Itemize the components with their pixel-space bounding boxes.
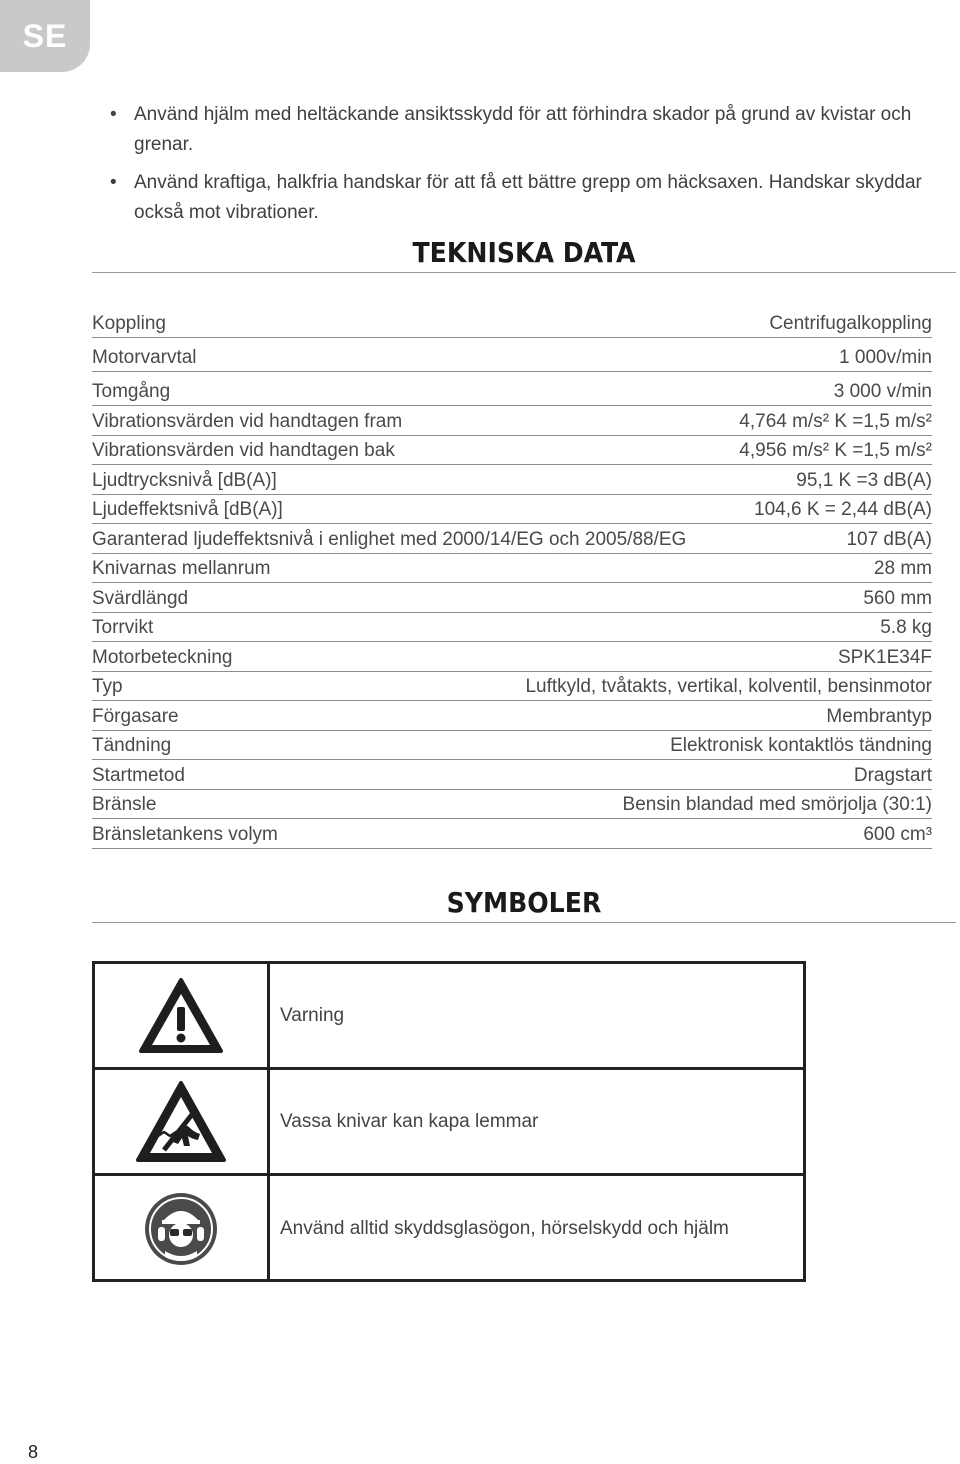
spec-row bbox=[92, 760, 932, 790]
protective-gear-icon bbox=[143, 1191, 219, 1267]
bullet-item bbox=[110, 100, 940, 160]
page-number: 8 bbox=[28, 1442, 39, 1462]
symbols-title: SYMBOLER bbox=[446, 886, 602, 919]
spec-value: Elektronisk kontaktlös tändning bbox=[670, 735, 932, 756]
bullet-dot: • bbox=[110, 172, 117, 193]
spec-label: Tomgång bbox=[92, 381, 171, 402]
symbol-description: Använd alltid skyddsglasögon, hörselskydd och hjälm bbox=[280, 1218, 729, 1239]
spec-value: Centrifugalkoppling bbox=[769, 313, 932, 334]
spec-row bbox=[92, 672, 932, 701]
spec-label: Ljudeffektsnivå [dB(A)] bbox=[92, 499, 283, 520]
spec-row bbox=[92, 613, 932, 642]
symbol-icon-cell bbox=[95, 1070, 270, 1173]
spec-row bbox=[92, 819, 932, 849]
spec-label: Vibrationsvärden vid handtagen fram bbox=[92, 411, 403, 432]
spec-row bbox=[92, 495, 932, 524]
spec-label: Knivarnas mellanrum bbox=[92, 558, 271, 579]
spec-row bbox=[92, 406, 932, 436]
spec-value: Bensin blandad med smörjolja (30:1) bbox=[622, 794, 932, 815]
spec-label: Ljudtrycksnivå [dB(A)] bbox=[92, 470, 277, 491]
spec-label: Vibrationsvärden vid handtagen bak bbox=[92, 440, 395, 461]
bullet-dot: • bbox=[110, 104, 117, 125]
symbol-row bbox=[95, 1070, 803, 1176]
spec-row bbox=[92, 465, 932, 495]
spec-label: Garanterad ljudeffektsnivå i enlighet med 2000/14/EG och 2005/88/EG bbox=[92, 529, 687, 550]
spec-value: 107 dB(A) bbox=[846, 529, 932, 550]
technical-data-title: TEKNISKA DATA bbox=[412, 236, 636, 269]
spec-row bbox=[92, 554, 932, 583]
spec-row bbox=[92, 436, 932, 465]
spec-label: Koppling bbox=[92, 313, 166, 334]
spec-row bbox=[92, 731, 932, 760]
symbols-rule bbox=[92, 922, 956, 923]
spec-row bbox=[92, 583, 932, 613]
symbol-row bbox=[95, 964, 803, 1070]
spec-row bbox=[92, 372, 932, 406]
spec-value: 3 000 v/min bbox=[833, 381, 932, 402]
spec-row bbox=[92, 338, 932, 372]
spec-value: 104,6 K = 2,44 dB(A) bbox=[754, 499, 932, 520]
symbol-description: Vassa knivar kan kapa lemmar bbox=[280, 1110, 539, 1132]
spec-value: 4,764 m/s² K =1,5 m/s² bbox=[739, 411, 932, 432]
spec-value: 4,956 m/s² K =1,5 m/s² bbox=[739, 440, 932, 461]
spec-label: Bränsle bbox=[92, 794, 157, 815]
spec-row bbox=[92, 304, 932, 338]
language-tab: SE bbox=[0, 0, 90, 72]
spec-label: Motorbeteckning bbox=[92, 647, 233, 668]
spec-value: 95,1 K =3 dB(A) bbox=[796, 470, 932, 491]
warning-triangle-icon bbox=[138, 977, 224, 1055]
bullet-text: Använd kraftiga, halkfria handskar för att få ett bättre grepp om häcksaxen. Handskar skyddar också mot vibrationer. bbox=[134, 172, 922, 223]
technical-data-table bbox=[92, 304, 932, 849]
spec-label: Motorvarvtal bbox=[92, 347, 197, 368]
symbol-description: Varning bbox=[280, 1004, 345, 1026]
safety-bullet-list bbox=[110, 100, 940, 236]
spec-row bbox=[92, 524, 932, 554]
spec-row bbox=[92, 790, 932, 819]
spec-row bbox=[92, 642, 932, 672]
symbol-icon-cell bbox=[95, 1176, 270, 1282]
spec-label: Torrvikt bbox=[92, 617, 154, 638]
spec-label: Förgasare bbox=[92, 706, 179, 727]
spec-label: Bränsletankens volym bbox=[92, 824, 278, 845]
spec-label: Startmetod bbox=[92, 765, 185, 786]
spec-label: Tändning bbox=[92, 735, 172, 756]
bullet-text: Använd hjälm med heltäckande ansiktsskydd för att förhindra skador på grund av kvistar och grenar. bbox=[134, 104, 912, 155]
technical-data-rule bbox=[92, 272, 956, 273]
spec-value: 560 mm bbox=[863, 588, 932, 609]
symbol-row bbox=[95, 1176, 803, 1282]
spec-value: SPK1E34F bbox=[838, 647, 932, 668]
spec-row bbox=[92, 701, 932, 731]
spec-value: 1 000v/min bbox=[839, 347, 932, 368]
spec-label: Typ bbox=[92, 676, 123, 697]
spec-value: Luftkyld, tvåtakts, vertikal, kolventil, bensinmotor bbox=[525, 676, 932, 697]
symbol-icon-cell bbox=[95, 964, 270, 1067]
bullet-item bbox=[110, 168, 940, 228]
spec-label: Svärdlängd bbox=[92, 588, 189, 609]
spec-value: Dragstart bbox=[853, 765, 932, 786]
symbols-table bbox=[92, 961, 806, 1282]
spec-value: Membrantyp bbox=[826, 706, 932, 727]
blade-hand-hazard-icon bbox=[134, 1080, 228, 1164]
spec-value: 600 cm³ bbox=[863, 824, 932, 845]
spec-value: 5.8 kg bbox=[880, 617, 932, 638]
spec-value: 28 mm bbox=[873, 558, 932, 579]
